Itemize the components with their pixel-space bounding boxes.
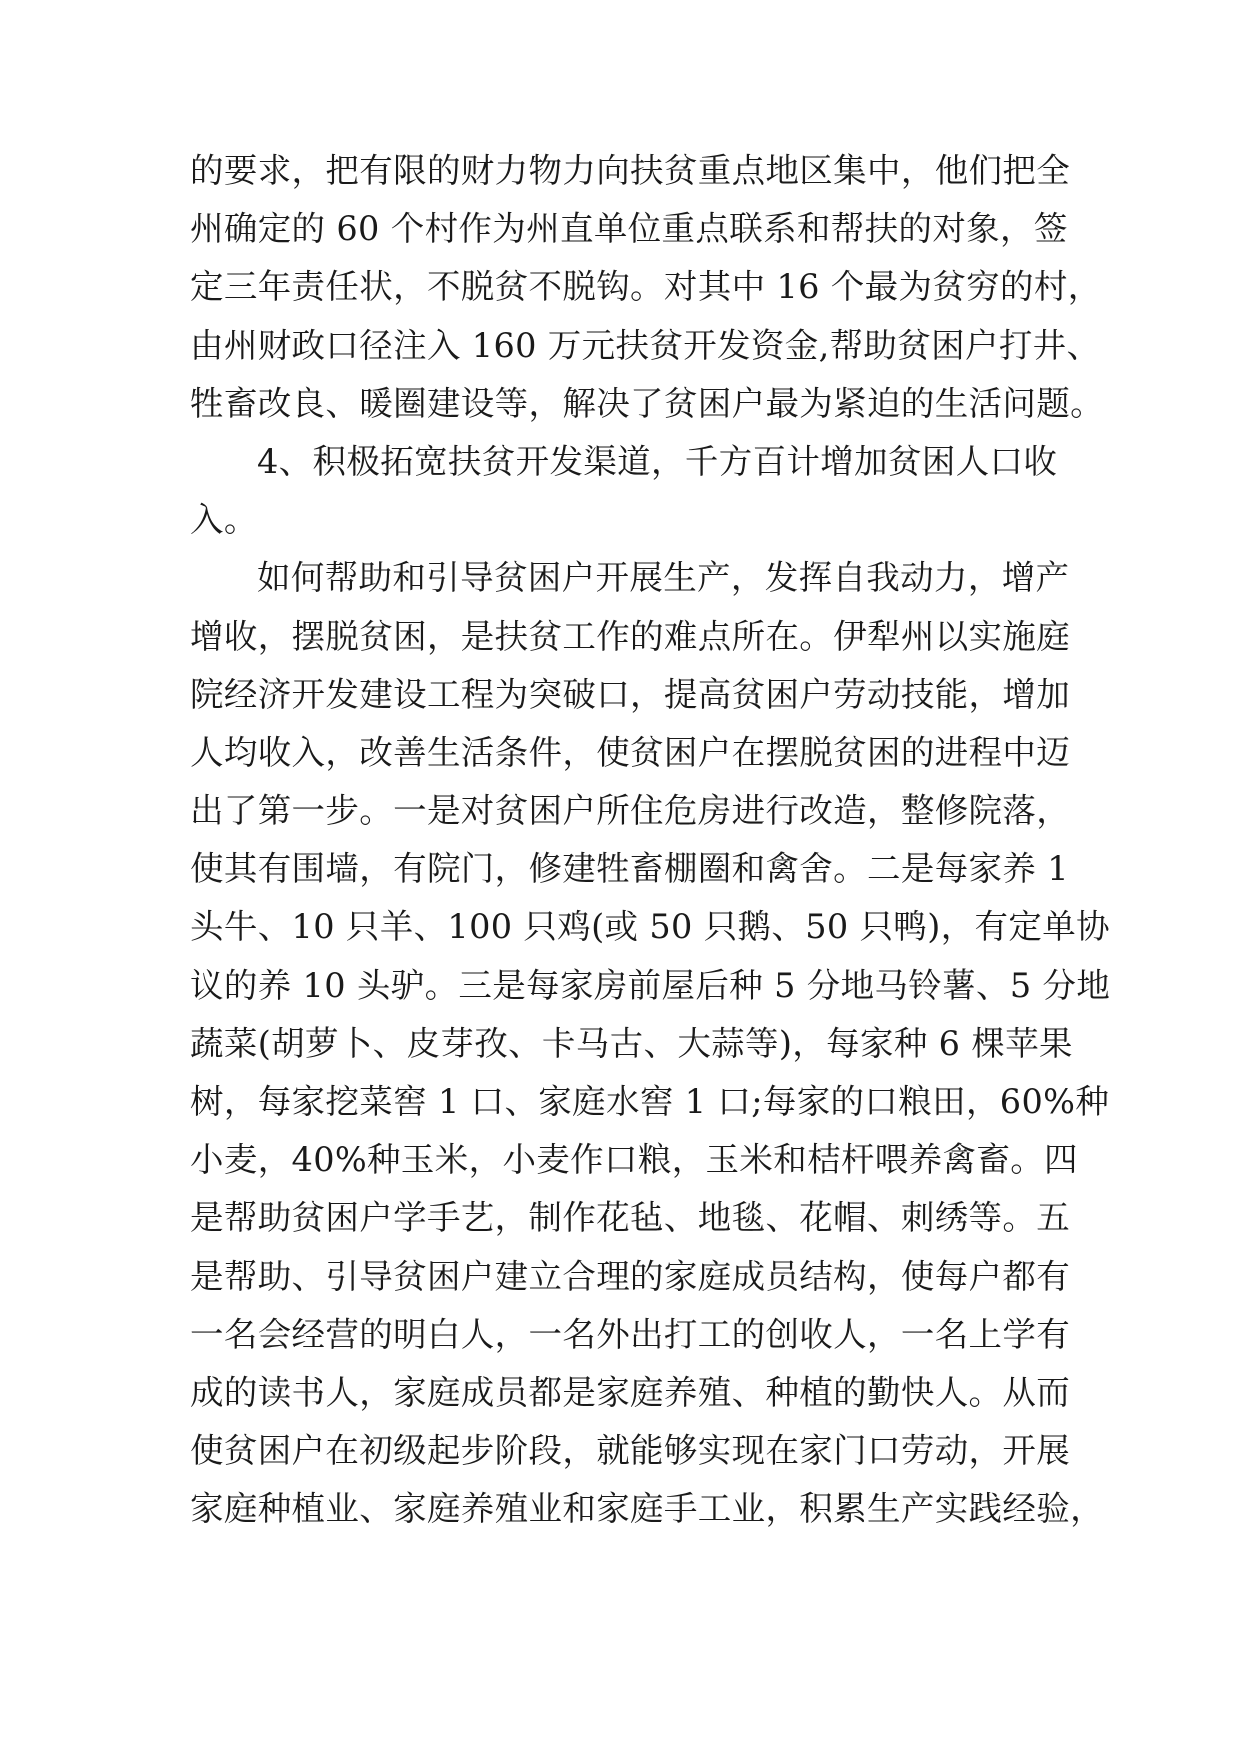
- text-line: 使其有围墙，有院门，修建牲畜棚圈和禽舍。二是每家养 1: [190, 849, 1069, 889]
- text-line: 头牛、10 只羊、100 只鸡(或 50 只鹅、50 只鸭)，有定单协: [190, 907, 1110, 947]
- text-line: 家庭种植业、家庭养殖业和家庭手工业，积累生产实践经验，: [190, 1489, 1104, 1529]
- text-line: 由州财政口径注入 160 万元扶贫开发资金,帮助贫困户打井、: [190, 325, 1101, 365]
- section-heading-continued: 入。: [190, 500, 258, 540]
- text-line: 是帮助、引导贫困户建立合理的家庭成员结构，使每户都有: [190, 1256, 1071, 1296]
- text-line: 增收，摆脱贫困，是扶贫工作的难点所在。伊犁州以实施庭: [190, 616, 1071, 656]
- body-text: [190, 142, 1111, 1539]
- text-line: 小麦，40%种玉米，小麦作口粮，玉米和桔杆喂养禽畜。四: [190, 1140, 1078, 1180]
- paragraph-start: 如何帮助和引导贫困户开展生产，发挥自我动力，增产: [257, 558, 1070, 598]
- text-line: 的要求，把有限的财力物力向扶贫重点地区集中，他们把全: [190, 151, 1071, 190]
- text-line: 牲畜改良、暖圈建设等，解决了贫困户最为紧迫的生活问题。: [190, 383, 1104, 423]
- text-line: 院经济开发建设工程为突破口，提高贫困户劳动技能，增加: [190, 674, 1071, 714]
- text-line: 使贫困户在初级起步阶段，就能够实现在家门口劳动，开展: [190, 1431, 1071, 1471]
- text-line: 树，每家挖菜窖 1 口、家庭水窖 1 口;每家的口粮田，60%种: [190, 1082, 1110, 1121]
- text-line: 州确定的 60 个村作为州直单位重点联系和帮扶的对象，签: [190, 209, 1068, 249]
- text-line: 人均收入，改善生活条件，使贫困户在摆脱贫困的进程中迈: [190, 732, 1071, 772]
- text-line: 蔬菜(胡萝卜、皮芽孜、卡马古、大蒜等)，每家种 6 棵苹果: [190, 1023, 1073, 1063]
- text-line: 成的读书人，家庭成员都是家庭养殖、种植的勤快人。从而: [190, 1372, 1071, 1412]
- text-line: 出了第一步。一是对贫困户所住危房进行改造，整修院落，: [190, 791, 1071, 831]
- text-line: 议的养 10 头驴。三是每家房前屋后种 5 分地马铃薯、5 分地: [190, 965, 1111, 1005]
- text-line: 一名会经营的明白人，一名外出打工的创收人，一名上学有: [190, 1314, 1071, 1354]
- text-line: 是帮助贫困户学手艺，制作花毡、地毯、花帽、刺绣等。五: [190, 1198, 1071, 1238]
- section-heading: 4、积极拓宽扶贫开发渠道，千方百计增加贫困人口收: [257, 441, 1058, 481]
- text-line: 定三年责任状，不脱贫不脱钩。对其中 16 个最为贫穷的村，: [190, 267, 1102, 307]
